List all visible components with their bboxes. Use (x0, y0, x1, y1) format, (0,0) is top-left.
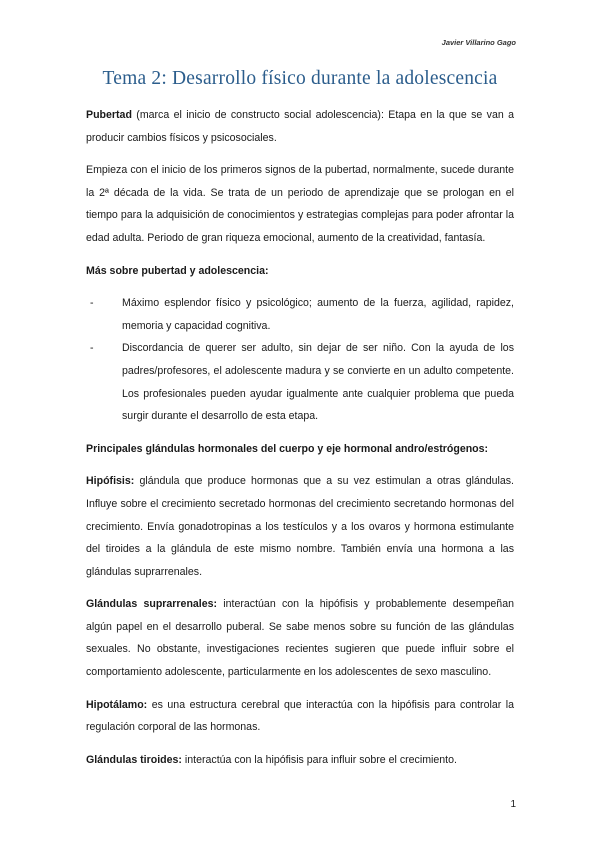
page-number: 1 (510, 799, 516, 810)
glandulas-heading: Principales glándulas hormonales del cuerpo y eje hormonal andro/estrógenos: (86, 442, 489, 455)
bullet-dash: - (90, 342, 94, 355)
pubertad-paragraph (86, 104, 514, 149)
pubertad-text: (marca el inicio de constructo social adolescencia): Etapa en la que se van a producir cambios físicos y psicosociales. (86, 109, 514, 144)
bullet-text: Discordancia de querer ser adulto, sin dejar de ser niño. Con la ayuda de los padres/profesores, el adolescente madura y se convierte en un adulto competente. Los profesionales pueden ayudar igualmente ante cualquier problema que pueda surgir durante el desarrollo de esta etapa. (122, 342, 514, 423)
bullet-dash: - (90, 297, 94, 310)
bullet-text: Máximo esplendor físico y psicológico; aumento de la fuerza, agilidad, rapidez, memoria y capacidad cognitiva. (122, 297, 514, 332)
intro-paragraph: Empieza con el inicio de los primeros signos de la pubertad, normalmente, sucede durante la 2ª década de la vida. Se trata de un periodo de aprendizaje que se prologan en el tiempo para la adquisición de conocimientos y estrategias complejas para poder afrontar la edad adulta. Periodo de gran riqueza emocional, aumento de la creatividad, fantasía. (86, 164, 514, 244)
suprarrenales-text: interactúan con la hipófisis y probablemente desempeñan algún papel en el desarrollo puberal. Se sabe menos sobre su función de las glándulas sexuales. No obstante, investigaciones recientes sugieren que puede influir sobre el comportamiento adolescente, particularmente en los adolescentes de sexo masculino. (86, 598, 514, 679)
tiroides-paragraph (86, 749, 514, 772)
list-item (86, 292, 514, 337)
document-body (86, 104, 514, 781)
tiroides-term: Glándulas tiroides: (86, 753, 182, 766)
header-author: Javier Villarino Gago (441, 38, 516, 47)
hipotalamo-text: es una estructura cerebral que interactúa con la hipófisis para controlar la regulación corporal de las hormonas. (86, 698, 514, 734)
bullet-list (86, 292, 514, 428)
suprarrenales-paragraph (86, 593, 514, 683)
hipotalamo-term: Hipotálamo: (86, 698, 148, 711)
page-title: Tema 2: Desarrollo físico durante la adolescencia (102, 68, 498, 89)
suprarrenales-term: Glándulas suprarrenales: (86, 598, 218, 611)
tiroides-text: interactúa con la hipófisis para influir sobre el crecimiento. (181, 753, 457, 766)
hipofisis-term: Hipófisis: (86, 475, 135, 488)
mas-sobre-heading: Más sobre pubertad y adolescencia: (86, 264, 269, 277)
hipofisis-text: glándula que produce hormonas que a su vez estimulan a otras glándulas. Influye sobre el crecimiento secretado hormonas del crecimiento secretando hormonas del crecimiento. Envía gonadotropinas a los testículos y a los ovaros y hormona estimulante del tiroides a la glándula de este mismo nombre. También envía una hormona a las glándulas suprarrenales. (86, 475, 514, 578)
list-item (86, 337, 514, 427)
pubertad-term: Pubertad (86, 109, 132, 121)
hipofisis-paragraph (86, 470, 514, 583)
hipotalamo-paragraph (86, 694, 514, 739)
